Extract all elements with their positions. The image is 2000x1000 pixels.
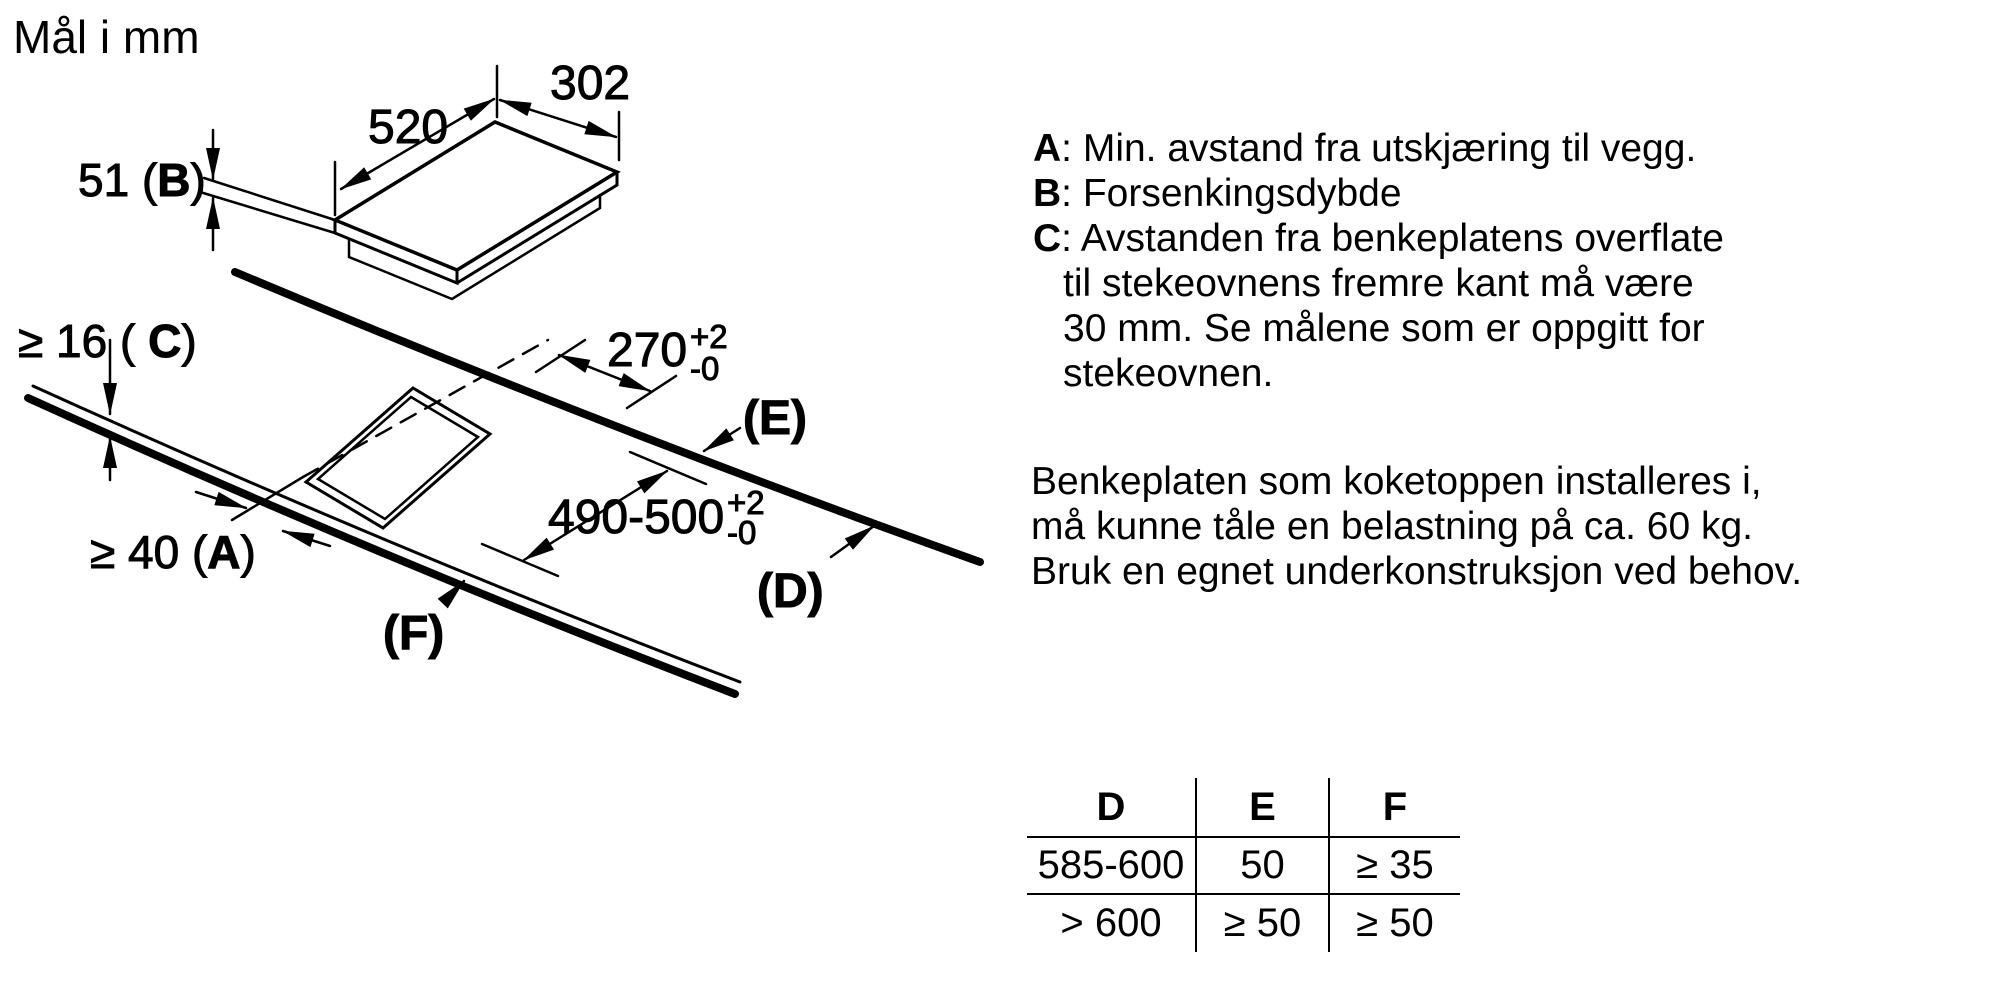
dim-label-270: 270 xyxy=(607,324,688,377)
dim-label-16-C: ≥ 16 ( C) xyxy=(18,315,197,367)
legend-item-C-line3: 30 mm. Se målene som er oppgitt for xyxy=(1063,307,1705,350)
label-D: (D) xyxy=(757,565,824,618)
dim-label-40-A: ≥ 40 (A) xyxy=(90,526,256,578)
dim-label-270-tol-plus: +2 xyxy=(690,318,728,355)
cooktop-isometric-view xyxy=(78,57,630,299)
wall-distance-arrow-right xyxy=(283,531,330,546)
legend-item-A: A: Min. avstand fra utskjæring til vegg. xyxy=(1033,127,1697,170)
legend-item-C-line2: til stekeovnens fremre kant må være xyxy=(1063,262,1694,305)
label-F: (F) xyxy=(383,607,445,660)
dim-label-490-500-tol-plus: +2 xyxy=(727,484,765,521)
legend xyxy=(1033,126,1724,396)
dim-label-490-500-tol-minus: -0 xyxy=(727,514,757,551)
page-title: Mål i mm xyxy=(13,11,200,63)
label-D-leader xyxy=(831,526,874,557)
legend-item-C-line4: stekeovnen. xyxy=(1063,352,1274,395)
load-note: Benkeplaten som koketoppen installeres i, må kunne tåle en belastning på ca. 60 kg. Bruk en egnet underkonstruksjon ved behov. xyxy=(1031,460,1803,593)
legend-item-B: B: Forsenkingsdybde xyxy=(1033,172,1402,215)
table-cell-r1-F: ≥ 35 xyxy=(1328,838,1460,895)
table-header-D: D xyxy=(1027,778,1195,838)
table-cell-r2-D: > 600 xyxy=(1060,901,1162,945)
worktop-cutout-view xyxy=(18,272,980,694)
dim-label-490-500: 490-500 xyxy=(548,491,725,544)
legend-item-C: C: Avstanden fra benkeplatens overflate xyxy=(1033,217,1724,260)
label-E-leader xyxy=(704,428,740,451)
dim-label-51-B: 51 (B) xyxy=(78,154,206,206)
table-cell-r2-F: ≥ 50 xyxy=(1328,895,1460,952)
table-cell-r1-D: 585-600 xyxy=(1027,838,1195,895)
table-cell-r1-E: 50 xyxy=(1195,838,1328,895)
table-cell-r2-E: ≥ 50 xyxy=(1195,895,1328,952)
dim-label-520: 520 xyxy=(368,101,449,154)
label-E: (E) xyxy=(743,392,807,445)
def-dimension-table xyxy=(1027,778,1460,952)
table-header-F: F xyxy=(1328,778,1460,838)
thickness-extension-lines xyxy=(200,178,335,233)
table-header-E: E xyxy=(1195,778,1328,838)
dim-label-302: 302 xyxy=(550,57,631,110)
dim-label-270-tol-minus: -0 xyxy=(690,350,720,387)
